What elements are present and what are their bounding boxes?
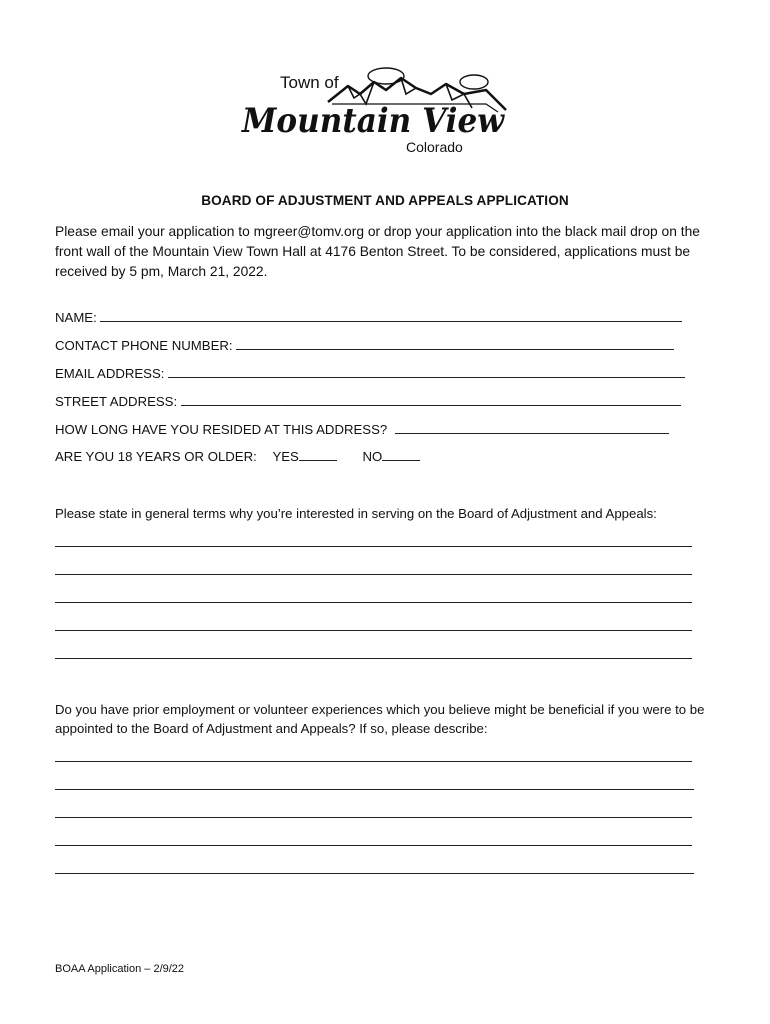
page-title: BOARD OF ADJUSTMENT AND APPEALS APPLICATION: [201, 193, 569, 208]
interest-answer-line[interactable]: [55, 630, 692, 631]
logo-town-of: Town of: [280, 73, 339, 92]
street-field: [55, 393, 681, 409]
email-input-line[interactable]: [168, 365, 685, 378]
interest-answer-line[interactable]: [55, 602, 692, 603]
interest-answer-line[interactable]: [55, 658, 692, 659]
interest-answer-line[interactable]: [55, 574, 692, 575]
residence-input-line[interactable]: [395, 421, 669, 434]
name-field: [55, 309, 682, 325]
intro-paragraph: Please email your application to mgreer@tomv.org or drop your application into the black mail drop on the front wall of the Mountain View Town Hall at 4176 Benton Street. To be considered, applications must be received by 5 pm, March 21, 2022.: [55, 224, 700, 279]
phone-input-line[interactable]: [236, 337, 674, 350]
interest-answer-line[interactable]: [55, 546, 692, 547]
experience-question: Do you have prior employment or volunteer experiences which you believe might be beneficial if you were to be appointed to the Board of Adjustment and Appeals? If so, please describe:: [55, 702, 705, 736]
age-no-line[interactable]: [382, 448, 420, 461]
name-input-line[interactable]: [100, 309, 682, 322]
footer-text: BOAA Application – 2/9/22: [55, 963, 185, 975]
street-label: STREET ADDRESS:: [55, 394, 178, 409]
email-field: [55, 365, 685, 381]
name-label: NAME:: [55, 310, 97, 325]
age-yes-line[interactable]: [299, 448, 337, 461]
age-yes-label: YES: [272, 449, 299, 464]
residence-field: [55, 421, 669, 437]
street-input-line[interactable]: [181, 393, 681, 406]
age-question-label: ARE YOU 18 YEARS OR OLDER:: [55, 449, 257, 464]
email-label: EMAIL ADDRESS:: [55, 366, 165, 381]
phone-field: [55, 337, 674, 353]
experience-answer-line[interactable]: [55, 817, 692, 818]
age-question-row: [55, 448, 420, 464]
phone-label: CONTACT PHONE NUMBER:: [55, 338, 233, 353]
logo-colorado: Colorado: [406, 139, 463, 155]
town-logo: [236, 64, 512, 158]
logo-mountain-view: Mountain View: [241, 101, 506, 141]
age-no-label: NO: [362, 449, 383, 464]
experience-answer-line[interactable]: [55, 789, 694, 790]
experience-answer-line[interactable]: [55, 873, 694, 874]
experience-answer-line[interactable]: [55, 761, 692, 762]
interest-question: Please state in general terms why you’re interested in serving on the Board of Adjustment and Appeals:: [55, 506, 657, 521]
experience-answer-line[interactable]: [55, 845, 692, 846]
residence-label: HOW LONG HAVE YOU RESIDED AT THIS ADDRESS?: [55, 422, 388, 437]
